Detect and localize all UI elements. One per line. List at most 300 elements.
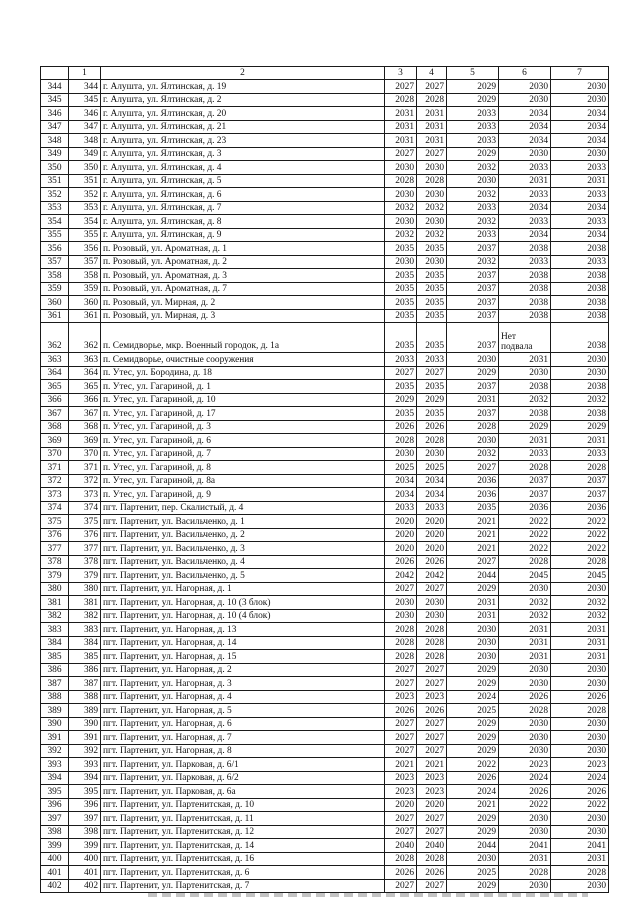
year-col-4-cell: 2028 — [417, 650, 447, 664]
scan-footer-smudge — [148, 893, 588, 897]
year-col-6-cell: 2030 — [499, 731, 551, 745]
address-cell: пгт. Партенит, ул. Нагорная, д. 5 — [101, 704, 385, 718]
header-cell — [41, 67, 69, 80]
table-row — [41, 515, 609, 529]
year-col-5-cell: 2029 — [447, 677, 499, 691]
year-col-6-cell: 2032 — [499, 393, 551, 407]
row-index-cell: 385 — [41, 650, 69, 664]
year-col-4-cell: 2027 — [417, 147, 447, 161]
row-index-cell: 396 — [41, 798, 69, 812]
year-col-7-cell: 2038 — [551, 242, 609, 256]
year-col-4-cell: 2029 — [417, 393, 447, 407]
year-col-3-cell: 2025 — [385, 461, 417, 475]
year-col-3-cell: 2027 — [385, 80, 417, 94]
year-col-6-cell: 2033 — [499, 215, 551, 229]
year-col-7-cell: 2033 — [551, 447, 609, 461]
year-col-7-cell: 2030 — [551, 731, 609, 745]
year-col-6-cell: 2034 — [499, 201, 551, 215]
year-col-7-cell: 2033 — [551, 255, 609, 269]
year-col-4-cell: 2042 — [417, 569, 447, 583]
year-col-3-cell: 2028 — [385, 93, 417, 107]
year-col-3-cell: 2035 — [385, 407, 417, 421]
year-col-6-cell: 2031 — [499, 434, 551, 448]
row-index-cell: 373 — [41, 488, 69, 502]
year-col-5-cell: 2027 — [447, 555, 499, 569]
row-index-cell: 370 — [41, 447, 69, 461]
table-row — [41, 717, 609, 731]
year-col-4-cell: 2027 — [417, 80, 447, 94]
table-row — [41, 636, 609, 650]
address-cell: п. Утес, ул. Гагариной, д. 1 — [101, 380, 385, 394]
year-col-6-cell: Нет подвала — [499, 323, 551, 353]
year-col-5-cell: 2021 — [447, 515, 499, 529]
year-col-3-cell: 2034 — [385, 474, 417, 488]
record-number-cell: 381 — [69, 596, 101, 610]
year-col-3-cell: 2027 — [385, 879, 417, 893]
row-index-cell: 391 — [41, 731, 69, 745]
address-cell: пгт. Партенит, ул. Нагорная, д. 14 — [101, 636, 385, 650]
year-col-4-cell: 2026 — [417, 704, 447, 718]
year-col-7-cell: 2030 — [551, 879, 609, 893]
record-number-cell: 347 — [69, 120, 101, 134]
year-col-6-cell: 2037 — [499, 488, 551, 502]
table-row — [41, 542, 609, 556]
year-col-7-cell: 2024 — [551, 771, 609, 785]
year-col-7-cell: 2022 — [551, 528, 609, 542]
year-col-5-cell: 2037 — [447, 380, 499, 394]
record-number-cell: 369 — [69, 434, 101, 448]
year-col-6-cell: 2031 — [499, 353, 551, 367]
year-col-5-cell: 2037 — [447, 269, 499, 283]
year-col-7-cell: 2038 — [551, 296, 609, 310]
year-col-5-cell: 2033 — [447, 120, 499, 134]
table-row — [41, 420, 609, 434]
row-index-cell: 397 — [41, 812, 69, 826]
address-cell: г. Алушта, ул. Ялтинская, д. 6 — [101, 188, 385, 202]
year-col-3-cell: 2026 — [385, 866, 417, 880]
year-col-6-cell: 2022 — [499, 515, 551, 529]
address-cell: г. Алушта, ул. Ялтинская, д. 19 — [101, 80, 385, 94]
year-col-4-cell: 2031 — [417, 107, 447, 121]
address-cell: пгт. Партенит, ул. Нагорная, д. 7 — [101, 731, 385, 745]
year-col-3-cell: 2035 — [385, 242, 417, 256]
year-col-7-cell: 2037 — [551, 488, 609, 502]
table-row — [41, 309, 609, 323]
year-col-4-cell: 2027 — [417, 731, 447, 745]
year-col-6-cell: 2030 — [499, 80, 551, 94]
address-cell: п. Утес, ул. Бородина, д. 18 — [101, 366, 385, 380]
year-col-3-cell: 2028 — [385, 636, 417, 650]
record-number-cell: 375 — [69, 515, 101, 529]
document-sheet — [40, 66, 609, 893]
year-col-6-cell: 2038 — [499, 242, 551, 256]
year-col-3-cell: 2042 — [385, 569, 417, 583]
year-col-7-cell: 2030 — [551, 353, 609, 367]
year-col-3-cell: 2027 — [385, 147, 417, 161]
record-number-cell: 352 — [69, 188, 101, 202]
year-col-5-cell: 2044 — [447, 839, 499, 853]
year-col-6-cell: 2032 — [499, 609, 551, 623]
year-col-6-cell: 2026 — [499, 690, 551, 704]
table-row — [41, 677, 609, 691]
year-col-7-cell: 2028 — [551, 555, 609, 569]
record-number-cell: 394 — [69, 771, 101, 785]
year-col-5-cell: 2035 — [447, 501, 499, 515]
row-index-cell: 360 — [41, 296, 69, 310]
address-cell: г. Алушта, ул. Ялтинская, д. 5 — [101, 174, 385, 188]
record-number-cell: 379 — [69, 569, 101, 583]
header-cell: 3 — [385, 67, 417, 80]
year-col-3-cell: 2020 — [385, 515, 417, 529]
address-cell: пгт. Партенит, ул. Партенитская, д. 12 — [101, 825, 385, 839]
address-cell: пгт. Партенит, ул. Нагорная, д. 6 — [101, 717, 385, 731]
year-col-6-cell: 2038 — [499, 309, 551, 323]
address-cell: пгт. Партенит, ул. Партенитская, д. 10 — [101, 798, 385, 812]
year-col-5-cell: 2032 — [447, 215, 499, 229]
year-col-6-cell: 2022 — [499, 798, 551, 812]
year-col-3-cell: 2031 — [385, 107, 417, 121]
address-cell: пгт. Партенит, ул. Васильченко, д. 3 — [101, 542, 385, 556]
year-col-4-cell: 2027 — [417, 582, 447, 596]
row-index-cell: 347 — [41, 120, 69, 134]
record-number-cell: 374 — [69, 501, 101, 515]
year-col-3-cell: 2027 — [385, 812, 417, 826]
address-cell: пгт. Партенит, ул. Партенитская, д. 14 — [101, 839, 385, 853]
table-row — [41, 107, 609, 121]
year-col-5-cell: 2037 — [447, 309, 499, 323]
year-col-7-cell: 2034 — [551, 134, 609, 148]
year-col-4-cell: 2027 — [417, 663, 447, 677]
year-col-3-cell: 2035 — [385, 296, 417, 310]
year-col-5-cell: 2028 — [447, 420, 499, 434]
year-col-4-cell: 2020 — [417, 542, 447, 556]
year-col-6-cell: 2034 — [499, 107, 551, 121]
year-col-7-cell: 2034 — [551, 107, 609, 121]
record-number-cell: 390 — [69, 717, 101, 731]
year-col-5-cell: 2029 — [447, 366, 499, 380]
record-number-cell: 396 — [69, 798, 101, 812]
year-col-6-cell: 2034 — [499, 134, 551, 148]
address-cell: г. Алушта, ул. Ялтинская, д. 7 — [101, 201, 385, 215]
row-index-cell: 361 — [41, 309, 69, 323]
year-col-4-cell: 2027 — [417, 879, 447, 893]
table-row — [41, 93, 609, 107]
year-col-3-cell: 2020 — [385, 798, 417, 812]
year-col-7-cell: 2030 — [551, 812, 609, 826]
year-col-6-cell: 2030 — [499, 582, 551, 596]
record-number-cell: 370 — [69, 447, 101, 461]
year-col-4-cell: 2034 — [417, 488, 447, 502]
table-row — [41, 528, 609, 542]
year-col-7-cell: 2032 — [551, 596, 609, 610]
table-row — [41, 690, 609, 704]
record-number-cell: 353 — [69, 201, 101, 215]
record-number-cell: 387 — [69, 677, 101, 691]
year-col-6-cell: 2045 — [499, 569, 551, 583]
year-col-3-cell: 2027 — [385, 717, 417, 731]
address-cell: п. Розовый, ул. Ароматная, д. 2 — [101, 255, 385, 269]
record-number-cell: 364 — [69, 366, 101, 380]
year-col-4-cell: 2026 — [417, 555, 447, 569]
row-index-cell: 348 — [41, 134, 69, 148]
table-row — [41, 434, 609, 448]
address-cell: пгт. Партенит, ул. Васильченко, д. 5 — [101, 569, 385, 583]
row-index-cell: 351 — [41, 174, 69, 188]
row-index-cell: 369 — [41, 434, 69, 448]
year-col-4-cell: 2020 — [417, 515, 447, 529]
year-col-3-cell: 2031 — [385, 134, 417, 148]
year-col-7-cell: 2026 — [551, 690, 609, 704]
table-row — [41, 758, 609, 772]
record-number-cell: 368 — [69, 420, 101, 434]
row-index-cell: 380 — [41, 582, 69, 596]
year-col-4-cell: 2027 — [417, 825, 447, 839]
year-col-7-cell: 2038 — [551, 282, 609, 296]
year-col-5-cell: 2032 — [447, 161, 499, 175]
table-row — [41, 488, 609, 502]
table-row — [41, 120, 609, 134]
table-row — [41, 623, 609, 637]
record-number-cell: 384 — [69, 636, 101, 650]
year-col-5-cell: 2029 — [447, 744, 499, 758]
record-number-cell: 356 — [69, 242, 101, 256]
table-row — [41, 134, 609, 148]
record-number-cell: 359 — [69, 282, 101, 296]
record-number-cell: 357 — [69, 255, 101, 269]
address-cell: п. Розовый, ул. Мирная, д. 2 — [101, 296, 385, 310]
year-col-4-cell: 2030 — [417, 188, 447, 202]
record-number-cell: 372 — [69, 474, 101, 488]
record-number-cell: 345 — [69, 93, 101, 107]
year-col-7-cell: 2034 — [551, 120, 609, 134]
address-cell: п. Розовый, ул. Ароматная, д. 7 — [101, 282, 385, 296]
table-row — [41, 161, 609, 175]
table-row — [41, 569, 609, 583]
row-index-cell: 354 — [41, 215, 69, 229]
year-col-4-cell: 2035 — [417, 282, 447, 296]
year-col-3-cell: 2020 — [385, 528, 417, 542]
year-col-4-cell: 2033 — [417, 501, 447, 515]
table-row — [41, 255, 609, 269]
year-col-4-cell: 2030 — [417, 596, 447, 610]
address-cell: пгт. Партенит, ул. Партенитская, д. 6 — [101, 866, 385, 880]
year-col-7-cell: 2038 — [551, 269, 609, 283]
year-col-5-cell: 2030 — [447, 623, 499, 637]
header-cell: 2 — [101, 67, 385, 80]
address-cell: пгт. Партенит, ул. Парковая, д. 6/2 — [101, 771, 385, 785]
address-cell: г. Алушта, ул. Ялтинская, д. 3 — [101, 147, 385, 161]
record-number-cell: 373 — [69, 488, 101, 502]
table-row — [41, 866, 609, 880]
year-col-6-cell: 2036 — [499, 501, 551, 515]
year-col-5-cell: 2029 — [447, 582, 499, 596]
address-cell: п. Утес, ул. Гагариной, д. 9 — [101, 488, 385, 502]
record-number-cell: 397 — [69, 812, 101, 826]
year-col-6-cell: 2041 — [499, 839, 551, 853]
year-col-5-cell: 2029 — [447, 80, 499, 94]
address-cell: п. Утес, ул. Гагариной, д. 6 — [101, 434, 385, 448]
year-col-3-cell: 2034 — [385, 488, 417, 502]
year-col-7-cell: 2029 — [551, 420, 609, 434]
table-row — [41, 879, 609, 893]
year-col-5-cell: 2024 — [447, 690, 499, 704]
year-col-6-cell: 2030 — [499, 147, 551, 161]
record-number-cell: 363 — [69, 353, 101, 367]
record-number-cell: 402 — [69, 879, 101, 893]
record-number-cell: 399 — [69, 839, 101, 853]
row-index-cell: 400 — [41, 852, 69, 866]
year-col-7-cell: 2030 — [551, 80, 609, 94]
year-col-4-cell: 2031 — [417, 134, 447, 148]
year-col-5-cell: 2031 — [447, 596, 499, 610]
record-number-cell: 385 — [69, 650, 101, 664]
year-col-7-cell: 2034 — [551, 201, 609, 215]
record-number-cell: 365 — [69, 380, 101, 394]
year-col-6-cell: 2038 — [499, 296, 551, 310]
year-col-3-cell: 2030 — [385, 609, 417, 623]
year-col-7-cell: 2031 — [551, 623, 609, 637]
year-col-6-cell: 2030 — [499, 812, 551, 826]
year-col-4-cell: 2035 — [417, 296, 447, 310]
year-col-3-cell: 2030 — [385, 161, 417, 175]
year-col-4-cell: 2035 — [417, 380, 447, 394]
year-col-3-cell: 2028 — [385, 650, 417, 664]
address-cell: п. Розовый, ул. Ароматная, д. 3 — [101, 269, 385, 283]
table-row — [41, 596, 609, 610]
year-col-6-cell: 2030 — [499, 93, 551, 107]
year-col-7-cell: 2031 — [551, 650, 609, 664]
address-cell: г. Алушта, ул. Ялтинская, д. 21 — [101, 120, 385, 134]
year-col-5-cell: 2033 — [447, 201, 499, 215]
year-col-5-cell: 2033 — [447, 107, 499, 121]
year-col-4-cell: 2030 — [417, 161, 447, 175]
year-col-3-cell: 2027 — [385, 744, 417, 758]
address-cell: п. Утес, ул. Гагариной, д. 10 — [101, 393, 385, 407]
row-index-cell: 353 — [41, 201, 69, 215]
table-row — [41, 80, 609, 94]
year-col-3-cell: 2030 — [385, 447, 417, 461]
year-col-7-cell: 2030 — [551, 663, 609, 677]
year-col-6-cell: 2030 — [499, 366, 551, 380]
year-col-4-cell: 2025 — [417, 461, 447, 475]
year-col-3-cell: 2040 — [385, 839, 417, 853]
year-col-4-cell: 2035 — [417, 407, 447, 421]
record-number-cell: 346 — [69, 107, 101, 121]
address-cell: п. Семидворье, мкр. Военный городок, д. 1а — [101, 323, 385, 353]
year-col-7-cell: 2031 — [551, 852, 609, 866]
year-col-3-cell: 2030 — [385, 255, 417, 269]
table-row — [41, 771, 609, 785]
year-col-6-cell: 2028 — [499, 866, 551, 880]
table-row — [41, 147, 609, 161]
year-col-3-cell: 2028 — [385, 174, 417, 188]
year-col-3-cell: 2033 — [385, 353, 417, 367]
year-col-5-cell: 2029 — [447, 812, 499, 826]
year-col-5-cell: 2025 — [447, 866, 499, 880]
year-col-4-cell: 2028 — [417, 623, 447, 637]
record-number-cell: 355 — [69, 228, 101, 242]
record-number-cell: 376 — [69, 528, 101, 542]
table-row — [41, 366, 609, 380]
year-col-6-cell: 2030 — [499, 663, 551, 677]
year-col-7-cell: 2032 — [551, 393, 609, 407]
year-col-3-cell: 2026 — [385, 555, 417, 569]
year-col-7-cell: 2022 — [551, 798, 609, 812]
year-col-5-cell: 2037 — [447, 296, 499, 310]
year-col-6-cell: 2034 — [499, 120, 551, 134]
row-index-cell: 363 — [41, 353, 69, 367]
record-number-cell: 354 — [69, 215, 101, 229]
year-col-5-cell: 2029 — [447, 731, 499, 745]
year-col-5-cell: 2032 — [447, 188, 499, 202]
address-cell: пгт. Партенит, ул. Парковая, д. 6а — [101, 785, 385, 799]
address-cell: пгт. Партенит, ул. Нагорная, д. 10 (3 блок) — [101, 596, 385, 610]
year-col-7-cell: 2030 — [551, 744, 609, 758]
year-col-3-cell: 2030 — [385, 215, 417, 229]
year-col-5-cell: 2030 — [447, 174, 499, 188]
year-col-4-cell: 2027 — [417, 366, 447, 380]
year-col-6-cell: 2030 — [499, 879, 551, 893]
table-row — [41, 323, 609, 353]
address-cell: г. Алушта, ул. Ялтинская, д. 23 — [101, 134, 385, 148]
header-cell: 6 — [499, 67, 551, 80]
year-col-5-cell: 2021 — [447, 528, 499, 542]
year-col-5-cell: 2029 — [447, 93, 499, 107]
year-col-6-cell: 2037 — [499, 474, 551, 488]
year-col-7-cell: 2041 — [551, 839, 609, 853]
year-col-4-cell: 2035 — [417, 269, 447, 283]
year-col-6-cell: 2028 — [499, 555, 551, 569]
year-col-5-cell: 2021 — [447, 798, 499, 812]
year-col-3-cell: 2030 — [385, 596, 417, 610]
year-col-3-cell: 2026 — [385, 704, 417, 718]
year-col-3-cell: 2035 — [385, 282, 417, 296]
table-row — [41, 812, 609, 826]
year-col-5-cell: 2037 — [447, 242, 499, 256]
address-cell: пгт. Партенит, ул. Партенитская, д. 11 — [101, 812, 385, 826]
year-col-4-cell: 2030 — [417, 609, 447, 623]
year-col-5-cell: 2029 — [447, 147, 499, 161]
year-col-7-cell: 2038 — [551, 407, 609, 421]
row-index-cell: 371 — [41, 461, 69, 475]
record-number-cell: 389 — [69, 704, 101, 718]
year-col-3-cell: 2035 — [385, 380, 417, 394]
table-row — [41, 852, 609, 866]
row-index-cell: 372 — [41, 474, 69, 488]
row-index-cell: 368 — [41, 420, 69, 434]
year-col-3-cell: 2027 — [385, 663, 417, 677]
table-row — [41, 825, 609, 839]
year-col-7-cell: 2045 — [551, 569, 609, 583]
table-row — [41, 353, 609, 367]
year-col-7-cell: 2028 — [551, 704, 609, 718]
row-index-cell: 349 — [41, 147, 69, 161]
year-col-6-cell: 2024 — [499, 771, 551, 785]
year-col-4-cell: 2027 — [417, 717, 447, 731]
address-cell: пгт. Партенит, ул. Нагорная, д. 3 — [101, 677, 385, 691]
address-cell: пгт. Партенит, ул. Васильченко, д. 4 — [101, 555, 385, 569]
year-col-3-cell: 2027 — [385, 731, 417, 745]
address-cell: г. Алушта, ул. Ялтинская, д. 4 — [101, 161, 385, 175]
table-row — [41, 296, 609, 310]
address-cell: п. Розовый, ул. Мирная, д. 3 — [101, 309, 385, 323]
year-col-7-cell: 2033 — [551, 188, 609, 202]
record-number-cell: 398 — [69, 825, 101, 839]
row-index-cell: 388 — [41, 690, 69, 704]
address-cell: пгт. Партенит, ул. Партенитская, д. 7 — [101, 879, 385, 893]
table-row — [41, 474, 609, 488]
row-index-cell: 390 — [41, 717, 69, 731]
